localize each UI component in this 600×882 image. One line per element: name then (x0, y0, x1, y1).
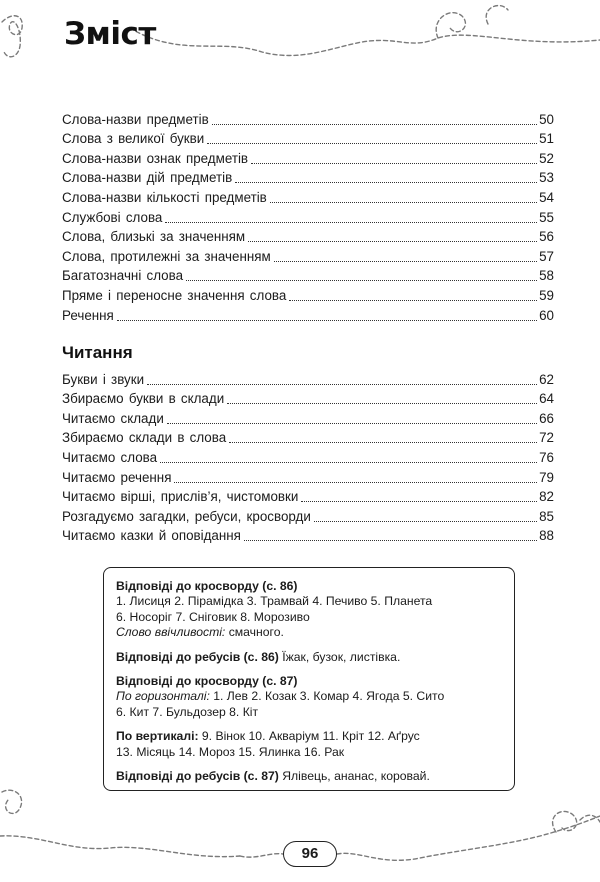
toc-entry-title: Читаємо вірші, прислів’я, чистомовки (62, 489, 299, 505)
toc-leader-dots (207, 143, 537, 144)
toc-entry-title: Збираємо склади в слова (62, 430, 227, 446)
toc-group-reading (62, 368, 554, 544)
toc-entry-page: 85 (539, 508, 554, 524)
toc-entry (62, 206, 554, 226)
toc-entry-page: 51 (539, 131, 554, 147)
toc-entry-title: Слова-назви предметів (62, 111, 209, 127)
swirl-bottom-right (553, 811, 600, 832)
toc-entry-page: 58 (539, 268, 554, 284)
toc-entry-page: 62 (539, 371, 554, 387)
answers-heading: Відповіді до ребусів (с. 86) (116, 649, 279, 664)
toc-entry (62, 505, 554, 525)
toc-entry (62, 427, 554, 447)
toc-leader-dots (244, 540, 537, 541)
toc-leader-dots (174, 482, 537, 483)
answers-line: 1. Лисиця 2. Пірамідка 3. Трамвай 4. Печиво 5. Планета (116, 594, 433, 609)
toc-leader-dots (147, 384, 537, 385)
toc-entry-title: Розгадуємо загадки, ребуси, кросворди (62, 508, 311, 524)
toc-entry (62, 486, 554, 506)
toc-entry-title: Букви і звуки (62, 371, 145, 387)
toc-entry (62, 226, 554, 246)
toc-leader-dots (165, 222, 537, 223)
answers-crossword-86 (116, 579, 504, 641)
answers-value: 9. Вінок 10. Акваріум 11. Кріт 12. Аґрус (198, 729, 420, 744)
toc-leader-dots (160, 462, 537, 463)
toc-leader-dots (227, 403, 537, 404)
toc-entry-title: Слова-назви дій предметів (62, 170, 233, 186)
toc-entry-page: 59 (539, 287, 554, 303)
answers-value: 1. Лев 2. Козак 3. Комар 4. Ягода 5. Сито (209, 689, 445, 704)
toc-entry-title: Речення (62, 307, 114, 323)
answers-value: Ялівець, ананас, коровай. (278, 769, 430, 784)
toc-entry-page: 50 (539, 111, 554, 127)
toc-entry-title: Слова з великої букви (62, 131, 205, 147)
toc-entry (62, 368, 554, 388)
answers-value: Їжак, бузок, листівка. (278, 649, 401, 664)
answers-line: 13. Місяць 14. Мороз 15. Ялинка 16. Рак (116, 744, 345, 759)
answers-rebus-87 (116, 769, 504, 784)
toc-leader-dots (212, 124, 537, 125)
toc-entry-title: Читаємо склади (62, 410, 164, 426)
answers-line: 6. Кит 7. Бульдозер 8. Кіт (116, 704, 259, 719)
toc-entry (62, 167, 554, 187)
toc-leader-dots (314, 521, 537, 522)
toc-entry-title: Читаємо речення (62, 469, 172, 485)
toc-entry-page: 88 (539, 528, 554, 544)
toc-leader-dots (248, 241, 537, 242)
toc-leader-dots (167, 423, 537, 424)
toc-entry-page: 64 (539, 391, 554, 407)
toc-entry-page: 55 (539, 209, 554, 225)
toc-entry-page: 56 (539, 229, 554, 245)
toc-entry (62, 388, 554, 408)
toc-entry (62, 446, 554, 466)
answers-heading: Відповіді до ребусів (с. 87) (116, 769, 279, 784)
toc-leader-dots (117, 320, 537, 321)
answers-label: Слово ввічливості: (116, 625, 226, 640)
toc-entry (62, 245, 554, 265)
wave-top (130, 28, 600, 56)
toc-entry-title: Пряме і переносне значення слова (62, 287, 287, 303)
toc-entry (62, 128, 554, 148)
toc-entry (62, 265, 554, 285)
toc-entry-page: 82 (539, 489, 554, 505)
toc-leader-dots (289, 300, 537, 301)
toc-entry-title: Службові слова (62, 209, 163, 225)
swirl-bottom-left (0, 790, 240, 856)
toc-entry (62, 284, 554, 304)
answers-heading: Відповіді до кросворду (с. 86) (116, 579, 298, 593)
answers-vertical-87 (116, 729, 504, 760)
toc-entry-title: Слова-назви кількості предметів (62, 189, 267, 205)
toc-entry-title: Збираємо букви в склади (62, 391, 225, 407)
toc-entry-title: Читаємо казки й оповідання (62, 528, 241, 544)
toc-leader-dots (251, 163, 537, 164)
page-title: Зміст (64, 16, 156, 52)
toc-entry-title: Читаємо слова (62, 449, 158, 465)
toc-entry-page: 76 (539, 449, 554, 465)
toc-leader-dots (186, 280, 537, 281)
answers-rebus-86 (116, 650, 504, 665)
toc-entry-page: 72 (539, 430, 554, 446)
answers-box (103, 567, 515, 791)
toc-entry-title: Слова-назви ознак предметів (62, 150, 249, 166)
answers-crossword-87 (116, 674, 504, 720)
answers-heading: Відповіді до кросворду (с. 87) (116, 674, 298, 689)
toc-entry-page: 54 (539, 189, 554, 205)
page-number: 96 (283, 841, 337, 867)
toc-entry (62, 304, 554, 324)
toc-group-grammar (62, 108, 554, 324)
toc-entry (62, 147, 554, 167)
toc-entry-page: 57 (539, 248, 554, 264)
toc-entry-page: 66 (539, 410, 554, 426)
toc-entry (62, 407, 554, 427)
toc-entry (62, 186, 554, 206)
toc-entry-page: 52 (539, 150, 554, 166)
toc-leader-dots (301, 501, 537, 502)
toc-leader-dots (270, 202, 537, 203)
answers-value: смачного. (225, 625, 284, 640)
toc-leader-dots (274, 261, 537, 262)
toc-entry (62, 108, 554, 128)
toc-leader-dots (229, 442, 537, 443)
section-title-reading: Читання (62, 343, 133, 362)
toc-entry-page: 53 (539, 170, 554, 186)
swirl-top-left (2, 16, 22, 57)
toc-entry-title: Слова, близькі за значенням (62, 229, 246, 245)
toc-entry-title: Слова, протилежні за значенням (62, 248, 271, 264)
toc-entry-page: 60 (539, 307, 554, 323)
toc-entry (62, 466, 554, 486)
toc-entry-page: 79 (539, 469, 554, 485)
toc-entry-title: Багатозначні слова (62, 268, 184, 284)
swirl-top-right (436, 6, 508, 38)
answers-label: По горизонталі: (116, 689, 210, 704)
answers-line: 6. Носоріг 7. Сніговик 8. Морозиво (116, 609, 310, 624)
toc-entry (62, 525, 554, 545)
answers-label: По вертикалі: (116, 729, 199, 744)
toc-leader-dots (235, 182, 537, 183)
